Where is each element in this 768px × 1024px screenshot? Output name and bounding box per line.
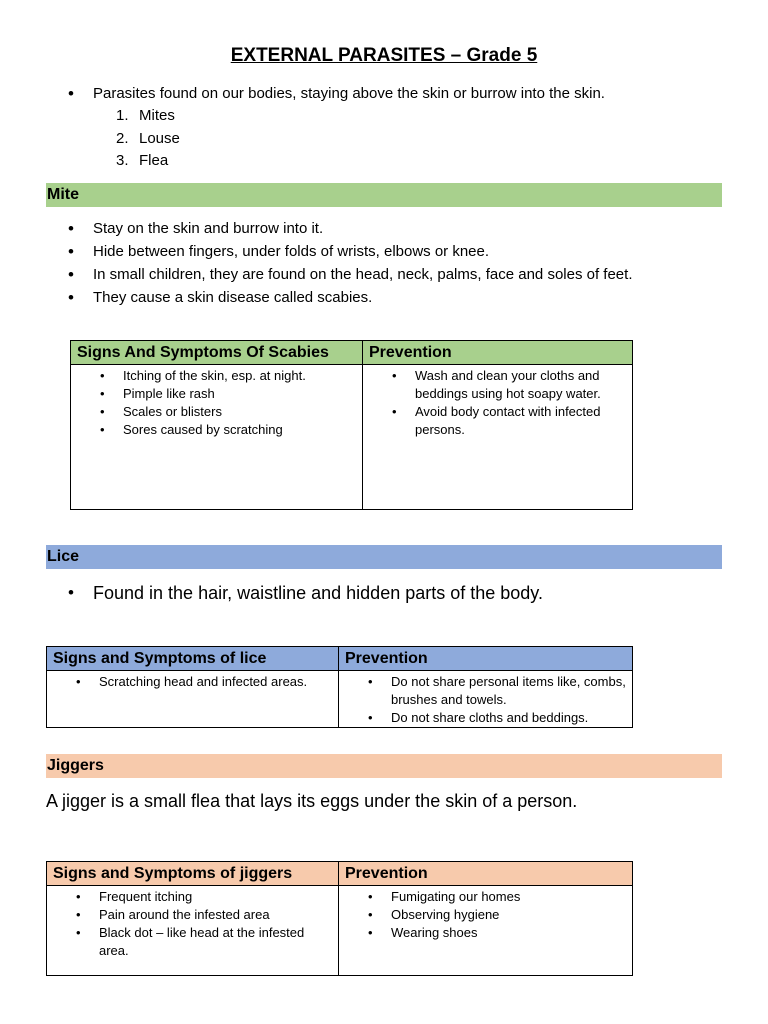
mite-bullet-list [46,217,746,309]
list-item: • Itching of the skin, esp. at night. [77,367,356,385]
list-item: • Observing hygiene [345,906,626,924]
scabies-signs-header: Signs And Symptoms Of Scabies [71,341,363,365]
lice-bullet-list [46,581,746,605]
lice-table [46,646,633,728]
lice-heading: Lice [46,545,722,569]
lice-prevention-header: Prevention [339,647,633,671]
jiggers-description: A jigger is a small flea that lays its eggs under the skin of a person. [46,791,578,811]
list-item: • Sores caused by scratching [77,421,356,439]
page-title: EXTERNAL PARASITES – Grade 5 [230,45,538,66]
mite-bullet: • Hide between fingers, under folds of wrists, elbows or knee. [46,240,746,263]
scabies-prevention-cell [363,365,633,510]
scabies-table [70,340,633,510]
intro-bullet: • Parasites found on our bodies, staying above the skin or burrow into the skin. [46,82,746,105]
jiggers-signs-cell [47,886,339,976]
list-item: • Avoid body contact with infected persons. [369,403,626,439]
list-item: • Black dot – like head at the infested area. [53,924,332,960]
lice-signs-cell [47,671,339,728]
list-item: • Pimple like rash [77,385,356,403]
list-item: • Frequent itching [53,888,332,906]
mite-bullet: • They cause a skin disease called scabies. [46,286,746,309]
lice-signs-header: Signs and Symptoms of lice [47,647,339,671]
list-item-louse: 2. Louse [116,129,180,147]
list-item: • Scratching head and infected areas. [53,673,332,691]
jiggers-table [46,861,633,976]
jiggers-heading: Jiggers [46,754,722,778]
mite-heading: Mite [46,183,722,207]
lice-bullet: • Found in the hair, waistline and hidden parts of the body. [46,581,746,605]
jiggers-signs-header: Signs and Symptoms of jiggers [47,862,339,886]
scabies-signs-cell [71,365,363,510]
jiggers-prevention-cell [339,886,633,976]
list-item: • Wearing shoes [345,924,626,942]
parasite-numbered-list [46,105,346,173]
list-item: • Fumigating our homes [345,888,626,906]
list-item: • Pain around the infested area [53,906,332,924]
lice-prevention-cell [339,671,633,728]
list-item-mites: 1. Mites [116,107,175,124]
list-item-flea: 3. Flea [116,152,169,169]
list-item: • Wash and clean your cloths and beddings using hot soapy water. [369,367,626,403]
mite-bullet: • Stay on the skin and burrow into it. [46,217,746,240]
list-item: • Scales or blisters [77,403,356,421]
scabies-prevention-header: Prevention [363,341,633,365]
jiggers-prevention-header: Prevention [339,862,633,886]
list-item: • Do not share cloths and beddings. [345,709,626,727]
mite-bullet: • In small children, they are found on the head, neck, palms, face and soles of feet. [46,263,746,286]
list-item: • Do not share personal items like, combs, brushes and towels. [345,673,626,709]
intro-bullet-list [46,82,746,105]
